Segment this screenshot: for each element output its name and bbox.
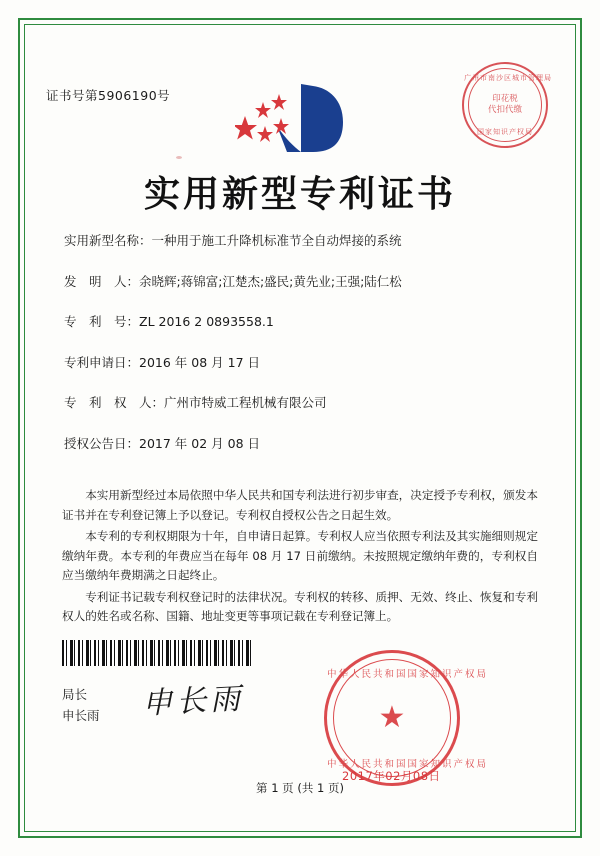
field-value: 一种用于施工升降机标准节全自动焊接的系统 xyxy=(151,233,402,248)
field-value: 余晓辉;蒋锦富;江楚杰;盛民;黄先业;王强;陆仁松 xyxy=(139,273,402,289)
field-label: 专 利 号： xyxy=(64,314,140,329)
certificate-number: 证书号第5906190号 xyxy=(46,88,171,103)
field-label: 专利申请日： xyxy=(64,354,140,370)
seal-date: 2017年02月08日 xyxy=(342,769,441,783)
national-seal-arc-bottom: 中华人民共和国国家知识产权局 xyxy=(327,759,489,770)
star-icon: ★ xyxy=(378,700,406,735)
field-value: 广州市特威工程机械有限公司 xyxy=(164,395,327,410)
paragraph: 本实用新型经过本局依照中华人民共和国专利法进行初步审查，决定授予专利权，颁发本证书并在专利登记簿上予以登记。专利权自授权公告之日起生效。 xyxy=(62,488,538,522)
national-seal-arc-top: 中华人民共和国国家知识产权局 xyxy=(327,669,489,680)
certificate-content xyxy=(24,24,576,832)
page-footer: 第 1 页 (共 1 页) xyxy=(256,781,344,795)
field-row xyxy=(64,232,536,250)
paragraph: 本专利的专利权期限为十年，自申请日起算。专利权人应当依照专利法及其实施细则规定缴纳年费。本专利的年费应当在每年 08 月 17 日前缴纳。未按照规定缴纳年费的，专利权自应当缴纳年费期满之日起终止。 xyxy=(62,529,538,582)
barcode xyxy=(62,640,252,666)
tax-stamp-arc-bottom: 国家知识产权局 xyxy=(477,128,533,136)
signatory-title-line2: 申长雨 xyxy=(62,708,100,723)
tax-stamp xyxy=(462,62,552,148)
field-row xyxy=(64,273,536,291)
field-label: 专 利 权 人： xyxy=(64,395,165,410)
national-seal-stamp xyxy=(324,650,489,786)
field-value: 2016 年 08 月 17 日 xyxy=(139,354,261,370)
signatory-title xyxy=(62,684,100,726)
ink-speck xyxy=(176,156,182,159)
page-title: 实用新型专利证书 xyxy=(143,174,456,215)
signatory-title-line1: 局长 xyxy=(62,687,88,702)
field-list xyxy=(64,232,536,475)
tax-stamp-center: 印花税 代扣代缴 xyxy=(487,94,522,115)
handwritten-signature: 申长雨 xyxy=(141,681,246,722)
field-label: 授权公告日： xyxy=(64,435,140,451)
tax-stamp-arc-top: 广州市南沙区城市管理局 xyxy=(464,74,552,82)
field-label: 发 明 人： xyxy=(64,273,140,289)
field-row xyxy=(64,313,536,331)
paragraph: 专利证书记载专利权登记时的法律状况。专利权的转移、质押、无效、终止、恢复和专利权人的姓名或名称、国籍、地址变更等事项记载在专利登记簿上。 xyxy=(62,589,538,623)
field-row xyxy=(64,354,536,372)
sipo-logo-icon xyxy=(235,82,365,160)
field-value: 2017 年 02 月 08 日 xyxy=(139,435,261,451)
field-value: ZL 2016 2 0893558.1 xyxy=(139,314,274,329)
field-label: 实用新型名称： xyxy=(64,233,152,248)
field-row xyxy=(64,394,536,412)
field-row xyxy=(64,435,536,453)
legal-body-text xyxy=(62,486,538,629)
